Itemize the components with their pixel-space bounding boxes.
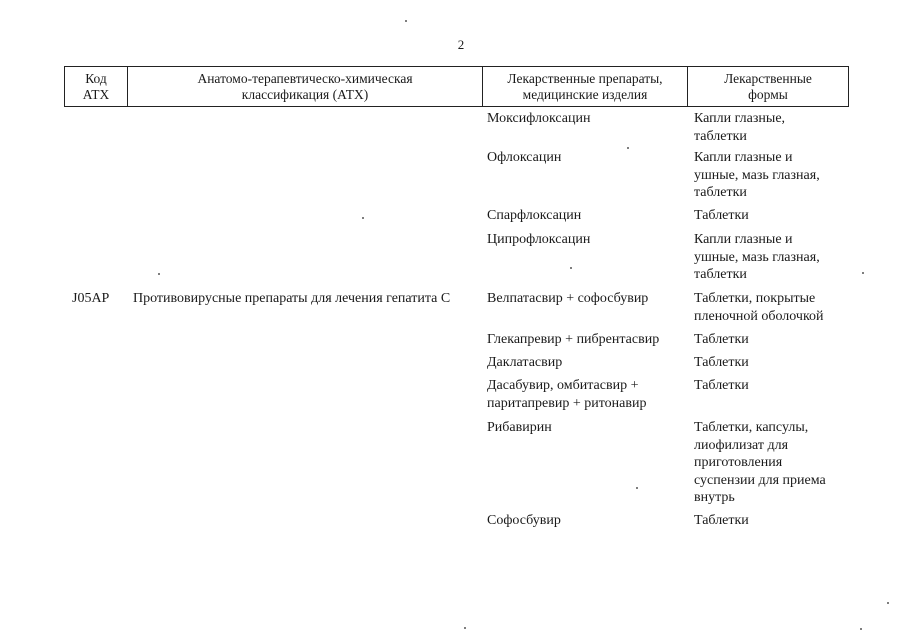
cell-drug: Спарфлоксацин bbox=[487, 208, 582, 223]
header-code-atx bbox=[65, 67, 128, 106]
cell-drug: Дасабувир, омбитасвир + паритапревир + ритонавир bbox=[487, 378, 647, 411]
cell-form: Таблетки bbox=[694, 378, 749, 393]
cell-code: J05AP bbox=[72, 291, 110, 306]
header-dosage-forms bbox=[688, 67, 848, 106]
page-number: 2 bbox=[457, 37, 465, 52]
scan-speck bbox=[636, 487, 638, 489]
cell-drug: Глекапревир + пибрентасвир bbox=[487, 332, 660, 347]
cell-drug: Офлоксацин bbox=[487, 150, 562, 165]
table-header bbox=[64, 66, 849, 107]
header-atx-classification bbox=[128, 67, 483, 106]
cell-drug: Софосбувир bbox=[487, 513, 561, 528]
cell-form: Таблетки, капсулы, лиофилизат для приготовления суспензии для приема внутрь bbox=[694, 420, 826, 505]
scan-speck bbox=[860, 628, 862, 630]
scan-speck bbox=[464, 627, 466, 629]
cell-form: Таблетки bbox=[694, 208, 749, 223]
cell-form: Капли глазные, таблетки bbox=[694, 111, 786, 144]
cell-form: Таблетки bbox=[694, 332, 749, 347]
header-atx-classification-label: Анатомо-терапевтическо-химическая классификация (АТХ) bbox=[197, 70, 413, 102]
scan-speck bbox=[887, 602, 889, 604]
scan-speck bbox=[862, 272, 864, 274]
cell-drug: Рибавирин bbox=[487, 420, 552, 435]
cell-form: Таблетки bbox=[694, 355, 749, 370]
cell-atx: Противовирусные препараты для лечения гепатита С bbox=[133, 291, 451, 306]
cell-drug: Ципрофлоксацин bbox=[487, 232, 591, 247]
cell-drug: Моксифлоксацин bbox=[487, 111, 591, 126]
cell-form: Капли глазные и ушные, мазь глазная, таблетки bbox=[694, 150, 820, 200]
cell-drug: Велпатасвир + софосбувир bbox=[487, 291, 649, 306]
scan-speck bbox=[570, 267, 572, 269]
scan-speck bbox=[627, 147, 629, 149]
scan-speck bbox=[362, 217, 364, 219]
cell-drug: Даклатасвир bbox=[487, 355, 563, 370]
scan-speck bbox=[405, 20, 407, 22]
cell-form: Капли глазные и ушные, мазь глазная, таблетки bbox=[694, 232, 820, 282]
scan-speck bbox=[158, 273, 160, 275]
cell-form: Таблетки bbox=[694, 513, 749, 528]
header-code-atx-label: Код АТХ bbox=[82, 70, 110, 102]
header-medicines-label: Лекарственные препараты, медицинские изделия bbox=[507, 70, 663, 102]
cell-form: Таблетки, покрытые пленочной оболочкой bbox=[694, 291, 824, 324]
header-medicines bbox=[483, 67, 688, 106]
header-dosage-forms-label: Лекарственные формы bbox=[724, 70, 812, 102]
